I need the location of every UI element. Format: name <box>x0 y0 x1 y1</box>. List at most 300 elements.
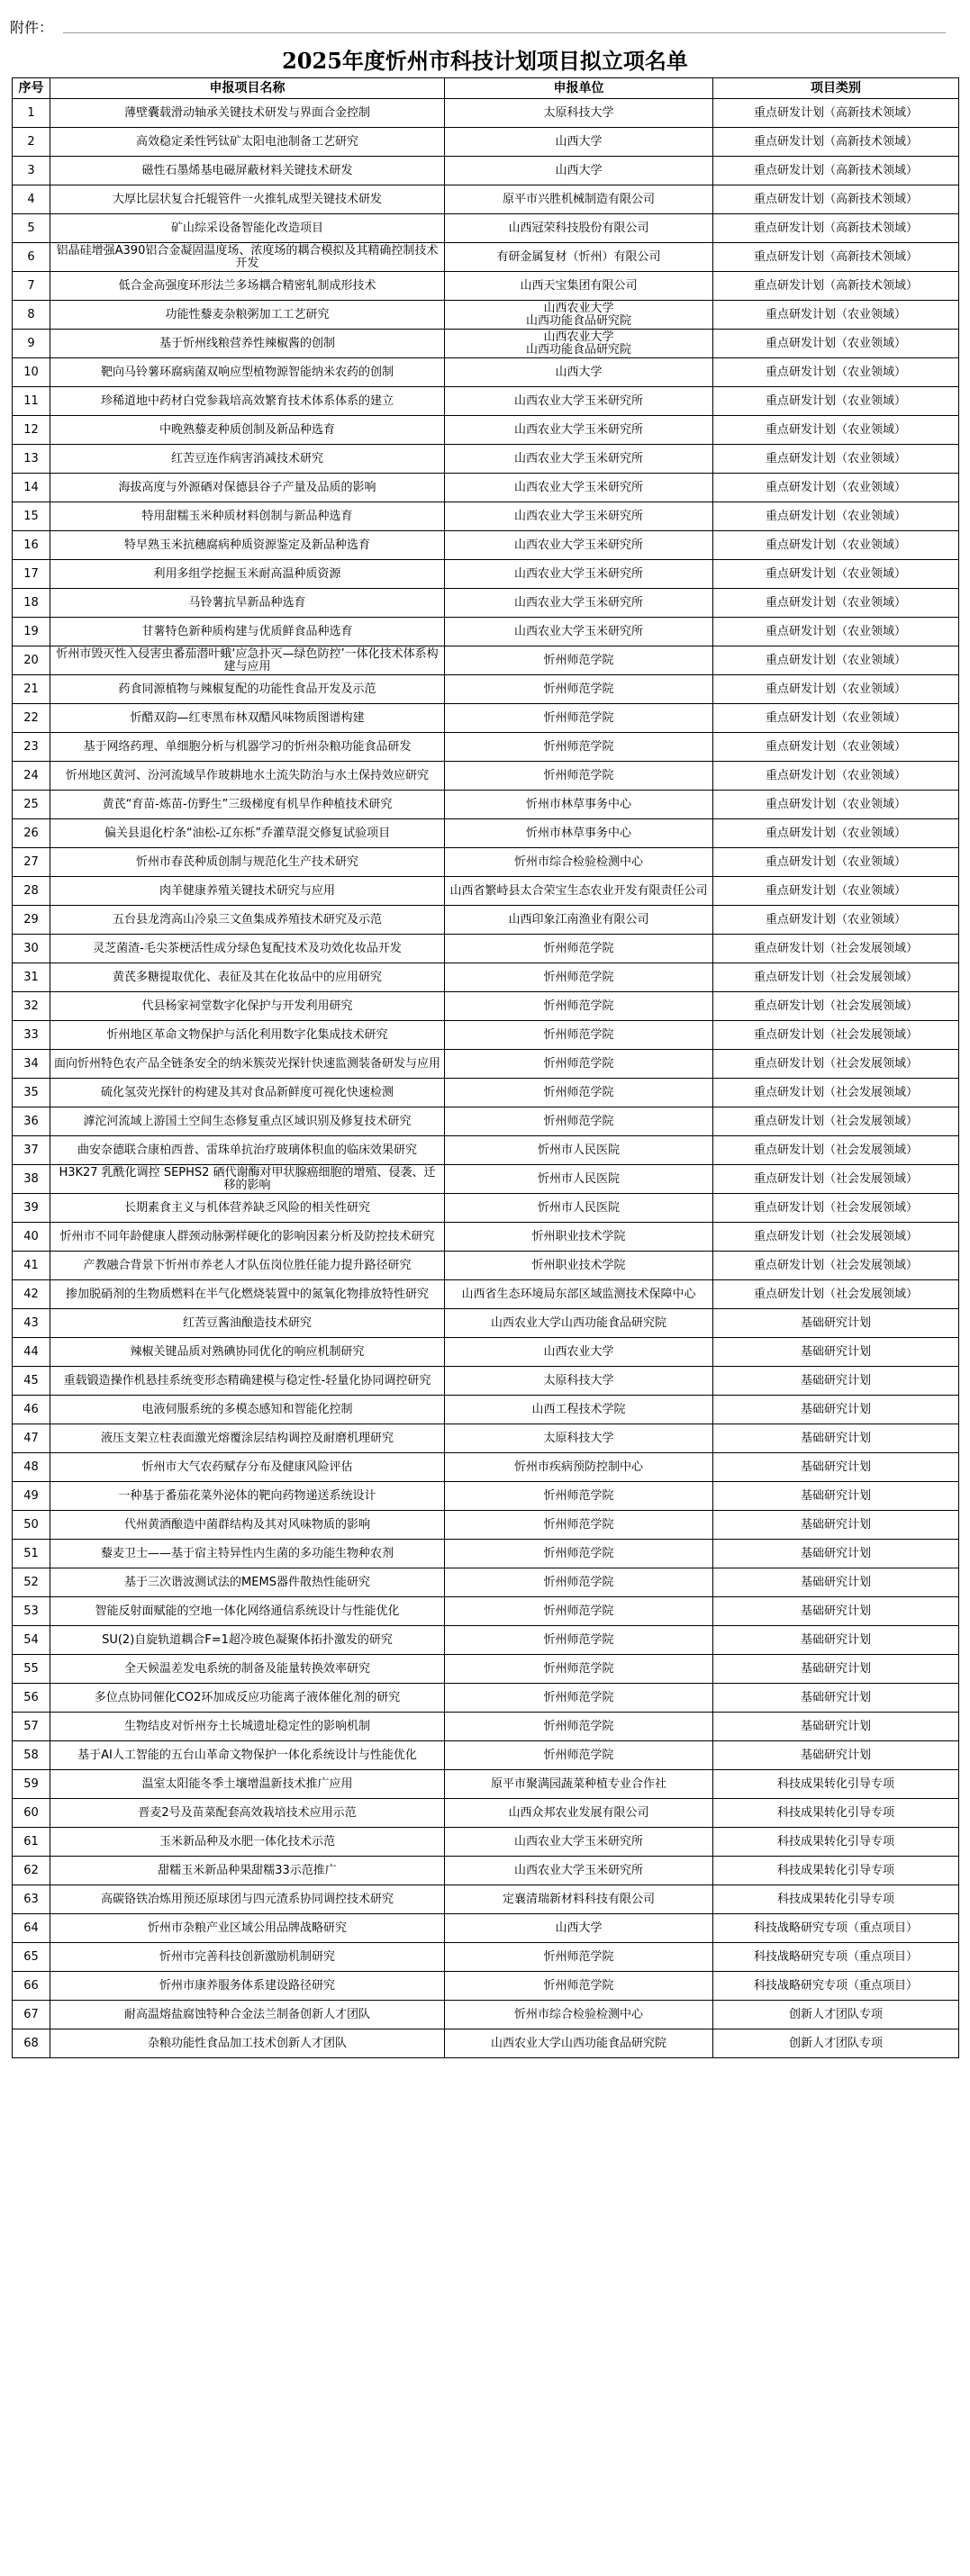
project-name: 多位点协同催化CO2环加成反应功能离子液体催化剂的研究 <box>50 1684 445 1713</box>
project-category: 重点研发计划（农业领域） <box>713 502 959 531</box>
applicant-unit: 原平市聚满园蔬菜种植专业合作社 <box>445 1770 713 1799</box>
row-index: 54 <box>13 1626 50 1655</box>
applicant-unit: 山西农业大学 山西功能食品研究院 <box>445 301 713 330</box>
project-name: 中晚熟藜麦种质创制及新品种选育 <box>50 416 445 445</box>
project-name: 玉米新品种及水肥一体化技术示范 <box>50 1828 445 1857</box>
project-category: 基础研究计划 <box>713 1713 959 1741</box>
project-name: 基于AI人工智能的五台山革命文物保护一体化系统设计与性能优化 <box>50 1741 445 1770</box>
row-index: 61 <box>13 1828 50 1857</box>
table-row <box>13 1597 959 1626</box>
applicant-unit: 山西农业大学玉米研究所 <box>445 387 713 416</box>
row-index: 15 <box>13 502 50 531</box>
project-category: 重点研发计划（农业领域） <box>713 358 959 387</box>
table-row <box>13 935 959 963</box>
attachment-underline <box>63 32 946 33</box>
applicant-unit: 太原科技大学 <box>445 1424 713 1453</box>
row-index: 10 <box>13 358 50 387</box>
row-index: 20 <box>13 646 50 675</box>
applicant-unit: 忻州市综合检验检测中心 <box>445 2001 713 2029</box>
project-name: 矿山综采设备智能化改造项目 <box>50 214 445 243</box>
row-index: 41 <box>13 1252 50 1280</box>
row-index: 17 <box>13 560 50 589</box>
project-name: 基于忻州线粮营养性辣椒酱的创制 <box>50 330 445 358</box>
row-index: 67 <box>13 2001 50 2029</box>
applicant-unit: 山西农业大学玉米研究所 <box>445 445 713 474</box>
project-category: 重点研发计划（社会发展领域） <box>713 1107 959 1136</box>
project-name: 面向忻州特色农产品全链条安全的纳米簇荧光探针快速监测装备研发与应用 <box>50 1050 445 1079</box>
table-row <box>13 791 959 819</box>
project-name: 滹沱河流域上游国土空间生态修复重点区域识别及修复技术研究 <box>50 1107 445 1136</box>
row-index: 44 <box>13 1338 50 1367</box>
row-index: 42 <box>13 1280 50 1309</box>
row-index: 6 <box>13 243 50 272</box>
project-name: 甜糯玉米新品种果甜糯33示范推广 <box>50 1857 445 1885</box>
table-row <box>13 1943 959 1972</box>
table-row <box>13 1424 959 1453</box>
project-name: 产教融合背景下忻州市养老人才队伍岗位胜任能力提升路径研究 <box>50 1252 445 1280</box>
row-index: 3 <box>13 157 50 185</box>
applicant-unit: 忻州市人民医院 <box>445 1136 713 1165</box>
table-row <box>13 502 959 531</box>
applicant-unit: 山西大学 <box>445 157 713 185</box>
project-category: 重点研发计划（社会发展领域） <box>713 1194 959 1223</box>
project-name: 忻州市完善科技创新激励机制研究 <box>50 1943 445 1972</box>
table-row <box>13 2029 959 2058</box>
applicant-unit: 忻州师范学院 <box>445 1568 713 1597</box>
project-name: 药食同源植物与辣椒复配的功能性食品开发及示范 <box>50 675 445 704</box>
applicant-unit: 山西农业大学玉米研究所 <box>445 618 713 646</box>
table-row <box>13 1338 959 1367</box>
table-row <box>13 1684 959 1713</box>
row-index: 22 <box>13 704 50 733</box>
applicant-unit: 忻州师范学院 <box>445 1741 713 1770</box>
row-index: 34 <box>13 1050 50 1079</box>
applicant-unit: 山西大学 <box>445 358 713 387</box>
table-row <box>13 877 959 906</box>
project-table <box>12 77 959 2058</box>
table-row <box>13 1107 959 1136</box>
applicant-unit: 原平市兴胜机械制造有限公司 <box>445 185 713 214</box>
table-row <box>13 733 959 762</box>
project-category: 重点研发计划（高新技术领域） <box>713 157 959 185</box>
applicant-unit: 忻州师范学院 <box>445 1482 713 1511</box>
applicant-unit: 山西农业大学玉米研究所 <box>445 560 713 589</box>
project-name: 磁性石墨烯基电磁屏蔽材料关键技术研发 <box>50 157 445 185</box>
row-index: 8 <box>13 301 50 330</box>
project-name: 基于网络药理、单细胞分析与机器学习的忻州杂粮功能食品研发 <box>50 733 445 762</box>
project-category: 重点研发计划（农业领域） <box>713 791 959 819</box>
project-name: 薄壁囊载滑动轴承关键技术研发与界面合金控制 <box>50 99 445 128</box>
project-name: 甘薯特色新种质构建与优质鲜食品种选育 <box>50 618 445 646</box>
applicant-unit: 忻州师范学院 <box>445 1684 713 1713</box>
applicant-unit: 山西农业大学玉米研究所 <box>445 502 713 531</box>
table-row <box>13 1972 959 2001</box>
project-category: 重点研发计划（农业领域） <box>713 387 959 416</box>
table-row <box>13 1194 959 1223</box>
project-category: 重点研发计划（农业领域） <box>713 877 959 906</box>
project-name: 全天候温差发电系统的制备及能量转换效率研究 <box>50 1655 445 1684</box>
applicant-unit: 忻州师范学院 <box>445 1540 713 1568</box>
project-category: 科技成果转化引导专项 <box>713 1857 959 1885</box>
header-index: 序号 <box>13 78 50 99</box>
table-row <box>13 2001 959 2029</box>
project-category: 基础研究计划 <box>713 1684 959 1713</box>
project-name: 肉羊健康养殖关键技术研究与应用 <box>50 877 445 906</box>
table-row <box>13 589 959 618</box>
table-row <box>13 963 959 992</box>
applicant-unit: 有研金属复材（忻州）有限公司 <box>445 243 713 272</box>
table-row <box>13 992 959 1021</box>
applicant-unit: 山西省生态环境局东部区域监测技术保障中心 <box>445 1280 713 1309</box>
applicant-unit: 忻州师范学院 <box>445 1943 713 1972</box>
row-index: 28 <box>13 877 50 906</box>
row-index: 5 <box>13 214 50 243</box>
applicant-unit: 忻州市林草事务中心 <box>445 791 713 819</box>
applicant-unit: 忻州师范学院 <box>445 1079 713 1107</box>
project-category: 基础研究计划 <box>713 1597 959 1626</box>
project-category: 重点研发计划（农业领域） <box>713 531 959 560</box>
project-category: 基础研究计划 <box>713 1540 959 1568</box>
row-index: 56 <box>13 1684 50 1713</box>
table-row <box>13 1540 959 1568</box>
project-category: 重点研发计划（农业领域） <box>713 704 959 733</box>
project-name: 电液伺服系统的多模态感知和智能化控制 <box>50 1396 445 1424</box>
project-name: 五台县龙湾高山冷泉三文鱼集成养殖技术研究及示范 <box>50 906 445 935</box>
project-category: 基础研究计划 <box>713 1741 959 1770</box>
applicant-unit: 山西天宝集团有限公司 <box>445 272 713 301</box>
project-category: 重点研发计划（社会发展领域） <box>713 1280 959 1309</box>
project-category: 基础研究计划 <box>713 1626 959 1655</box>
project-name: 靶向马铃薯环腐病菌双响应型植物源智能纳米农药的创制 <box>50 358 445 387</box>
project-category: 重点研发计划（社会发展领域） <box>713 1252 959 1280</box>
row-index: 29 <box>13 906 50 935</box>
applicant-unit: 忻州师范学院 <box>445 1597 713 1626</box>
applicant-unit: 山西印象江南渔业有限公司 <box>445 906 713 935</box>
row-index: 7 <box>13 272 50 301</box>
applicant-unit: 忻州师范学院 <box>445 1972 713 2001</box>
table-row <box>13 1857 959 1885</box>
project-category: 重点研发计划（农业领域） <box>713 646 959 675</box>
row-index: 33 <box>13 1021 50 1050</box>
project-name: 长期素食主义与机体营养缺乏风险的相关性研究 <box>50 1194 445 1223</box>
project-name: 辣椒关键品质对熟碘协同优化的响应机制研究 <box>50 1338 445 1367</box>
applicant-unit: 忻州师范学院 <box>445 935 713 963</box>
applicant-unit: 忻州师范学院 <box>445 1107 713 1136</box>
project-name: 忻州市毁灭性入侵害虫番茄潜叶蛾‘应急扑灭—绿色防控’一体化技术体系构建与应用 <box>50 646 445 675</box>
project-name: 耐高温熔盐腐蚀特种合金法兰制备创新人才团队 <box>50 2001 445 2029</box>
project-name: 海拔高度与外源硒对保德县谷子产量及品质的影响 <box>50 474 445 502</box>
table-row <box>13 1367 959 1396</box>
table-row <box>13 618 959 646</box>
row-index: 63 <box>13 1885 50 1914</box>
table-row <box>13 762 959 791</box>
applicant-unit: 忻州师范学院 <box>445 1050 713 1079</box>
project-name: 忻州地区革命文物保护与活化利用数字化集成技术研究 <box>50 1021 445 1050</box>
project-category: 重点研发计划（农业领域） <box>713 445 959 474</box>
table-row <box>13 646 959 675</box>
table-row <box>13 99 959 128</box>
table-row <box>13 1828 959 1857</box>
project-category: 重点研发计划（农业领域） <box>713 762 959 791</box>
table-row <box>13 272 959 301</box>
table-row <box>13 819 959 848</box>
row-index: 68 <box>13 2029 50 2058</box>
row-index: 53 <box>13 1597 50 1626</box>
row-index: 35 <box>13 1079 50 1107</box>
project-category: 基础研究计划 <box>713 1367 959 1396</box>
row-index: 45 <box>13 1367 50 1396</box>
table-row <box>13 301 959 330</box>
row-index: 47 <box>13 1424 50 1453</box>
table-row <box>13 1136 959 1165</box>
table-row <box>13 1482 959 1511</box>
table-row <box>13 1655 959 1684</box>
table-row <box>13 1799 959 1828</box>
row-index: 12 <box>13 416 50 445</box>
project-name: 硫化氢荧光探针的构建及其对食品新鲜度可视化快速检测 <box>50 1079 445 1107</box>
table-row <box>13 1770 959 1799</box>
row-index: 26 <box>13 819 50 848</box>
applicant-unit: 山西工程技术学院 <box>445 1396 713 1424</box>
table-row <box>13 1511 959 1540</box>
project-category: 基础研究计划 <box>713 1482 959 1511</box>
project-category: 重点研发计划（高新技术领域） <box>713 128 959 157</box>
project-category: 基础研究计划 <box>713 1511 959 1540</box>
row-index: 60 <box>13 1799 50 1828</box>
project-category: 科技战略研究专项（重点项目） <box>713 1972 959 2001</box>
project-category: 基础研究计划 <box>713 1453 959 1482</box>
table-row <box>13 1079 959 1107</box>
project-category: 重点研发计划（农业领域） <box>713 848 959 877</box>
table-row <box>13 1568 959 1597</box>
applicant-unit: 忻州师范学院 <box>445 675 713 704</box>
table-row <box>13 128 959 157</box>
project-name: 杂粮功能性食品加工技术创新人才团队 <box>50 2029 445 2058</box>
table-row <box>13 445 959 474</box>
applicant-unit: 山西农业大学玉米研究所 <box>445 1828 713 1857</box>
attachment-label: 附件： <box>10 19 54 36</box>
project-category: 基础研究计划 <box>713 1424 959 1453</box>
applicant-unit: 山西农业大学 <box>445 1338 713 1367</box>
row-index: 40 <box>13 1223 50 1252</box>
table-row <box>13 1309 959 1338</box>
project-name: 掺加脱硝剂的生物质燃料在半气化燃烧装置中的氮氧化物排放特性研究 <box>50 1280 445 1309</box>
applicant-unit: 山西众邦农业发展有限公司 <box>445 1799 713 1828</box>
row-index: 52 <box>13 1568 50 1597</box>
table-row <box>13 1396 959 1424</box>
project-category: 重点研发计划（社会发展领域） <box>713 1223 959 1252</box>
project-name: 高碳铬铁冶炼用预还原球团与四元渣系协同调控技术研究 <box>50 1885 445 1914</box>
project-category: 重点研发计划（社会发展领域） <box>713 1136 959 1165</box>
applicant-unit: 忻州师范学院 <box>445 704 713 733</box>
project-name: 大厚比层状复合托辊管件一火推轧成型关键技术研发 <box>50 185 445 214</box>
table-row <box>13 1914 959 1943</box>
project-name: 特用甜糯玉米种质材料创制与新品种选育 <box>50 502 445 531</box>
project-name: 忻醋双韵—红枣黑布林双醋风味物质图谱构建 <box>50 704 445 733</box>
project-name: 偏关县退化柠条“油松-辽东栎”乔灌草混交修复试验项目 <box>50 819 445 848</box>
project-name: 忻州市康养服务体系建设路径研究 <box>50 1972 445 2001</box>
project-category: 基础研究计划 <box>713 1568 959 1597</box>
project-category: 科技成果转化引导专项 <box>713 1885 959 1914</box>
project-category: 科技成果转化引导专项 <box>713 1799 959 1828</box>
row-index: 1 <box>13 99 50 128</box>
table-row <box>13 474 959 502</box>
project-category: 重点研发计划（农业领域） <box>713 675 959 704</box>
applicant-unit: 忻州职业技术学院 <box>445 1223 713 1252</box>
applicant-unit: 定襄清瑞新材料科技有限公司 <box>445 1885 713 1914</box>
project-category: 重点研发计划（农业领域） <box>713 618 959 646</box>
row-index: 36 <box>13 1107 50 1136</box>
table-row <box>13 243 959 272</box>
table-row <box>13 1626 959 1655</box>
applicant-unit: 忻州市人民医院 <box>445 1194 713 1223</box>
table-row <box>13 560 959 589</box>
row-index: 59 <box>13 1770 50 1799</box>
applicant-unit: 山西农业大学玉米研究所 <box>445 416 713 445</box>
project-category: 重点研发计划（社会发展领域） <box>713 1021 959 1050</box>
applicant-unit: 忻州师范学院 <box>445 1511 713 1540</box>
table-row <box>13 185 959 214</box>
row-index: 38 <box>13 1165 50 1194</box>
table-row <box>13 330 959 358</box>
project-category: 重点研发计划（农业领域） <box>713 330 959 358</box>
row-index: 58 <box>13 1741 50 1770</box>
project-category: 重点研发计划（农业领域） <box>713 819 959 848</box>
project-name: 智能反射面赋能的空地一体化网络通信系统设计与性能优化 <box>50 1597 445 1626</box>
project-category: 重点研发计划（农业领域） <box>713 733 959 762</box>
table-row <box>13 1741 959 1770</box>
header-project-name: 申报项目名称 <box>50 78 445 99</box>
project-category: 重点研发计划（社会发展领域） <box>713 1165 959 1194</box>
project-category: 重点研发计划（高新技术领域） <box>713 185 959 214</box>
row-index: 31 <box>13 963 50 992</box>
table-row <box>13 1165 959 1194</box>
applicant-unit: 忻州师范学院 <box>445 1626 713 1655</box>
applicant-unit: 忻州师范学院 <box>445 1713 713 1741</box>
table-row <box>13 1280 959 1309</box>
table-row <box>13 157 959 185</box>
project-category: 重点研发计划（高新技术领域） <box>713 272 959 301</box>
project-category: 重点研发计划（社会发展领域） <box>713 992 959 1021</box>
table-row <box>13 848 959 877</box>
header-category: 项目类别 <box>713 78 959 99</box>
project-category: 重点研发计划（社会发展领域） <box>713 1079 959 1107</box>
row-index: 9 <box>13 330 50 358</box>
row-index: 23 <box>13 733 50 762</box>
applicant-unit: 山西农业大学玉米研究所 <box>445 589 713 618</box>
row-index: 39 <box>13 1194 50 1223</box>
applicant-unit: 忻州师范学院 <box>445 762 713 791</box>
project-name: 特早熟玉米抗穗腐病种质资源鉴定及新品种选育 <box>50 531 445 560</box>
applicant-unit: 忻州市疾病预防控制中心 <box>445 1453 713 1482</box>
row-index: 25 <box>13 791 50 819</box>
project-name: 红苦豆酱油酿造技术研究 <box>50 1309 445 1338</box>
applicant-unit: 山西大学 <box>445 128 713 157</box>
applicant-unit: 忻州市综合检验检测中心 <box>445 848 713 877</box>
row-index: 43 <box>13 1309 50 1338</box>
row-index: 64 <box>13 1914 50 1943</box>
applicant-unit: 忻州师范学院 <box>445 1021 713 1050</box>
row-index: 19 <box>13 618 50 646</box>
table-row <box>13 531 959 560</box>
row-index: 48 <box>13 1453 50 1482</box>
project-category: 创新人才团队专项 <box>713 2029 959 2058</box>
row-index: 13 <box>13 445 50 474</box>
project-name: H3K27 乳酰化调控 SEPHS2 硒代谢酶对甲状腺癌细胞的增殖、侵袭、迁移的影响 <box>50 1165 445 1194</box>
row-index: 66 <box>13 1972 50 2001</box>
project-category: 重点研发计划（农业领域） <box>713 906 959 935</box>
project-name: 重载锻造操作机悬挂系统变形态精确建模与稳定性-轻量化协同调控研究 <box>50 1367 445 1396</box>
row-index: 14 <box>13 474 50 502</box>
applicant-unit: 忻州师范学院 <box>445 733 713 762</box>
table-header-row <box>13 78 959 99</box>
row-index: 62 <box>13 1857 50 1885</box>
table-row <box>13 1021 959 1050</box>
applicant-unit: 太原科技大学 <box>445 99 713 128</box>
project-category: 重点研发计划（农业领域） <box>713 301 959 330</box>
row-index: 49 <box>13 1482 50 1511</box>
row-index: 16 <box>13 531 50 560</box>
row-index: 51 <box>13 1540 50 1568</box>
applicant-unit: 忻州市林草事务中心 <box>445 819 713 848</box>
project-name: 温室太阳能冬季土壤增温新技术推广应用 <box>50 1770 445 1799</box>
project-name: 晋麦2号及苗菜配套高效栽培技术应用示范 <box>50 1799 445 1828</box>
table-row <box>13 1223 959 1252</box>
applicant-unit: 忻州师范学院 <box>445 992 713 1021</box>
applicant-unit: 山西冠荣科技股份有限公司 <box>445 214 713 243</box>
project-category: 重点研发计划（高新技术领域） <box>713 214 959 243</box>
row-index: 27 <box>13 848 50 877</box>
project-name: 红苦豆连作病害消减技术研究 <box>50 445 445 474</box>
applicant-unit: 山西省繁峙县太合荣宝生态农业开发有限责任公司 <box>445 877 713 906</box>
project-category: 重点研发计划（农业领域） <box>713 589 959 618</box>
table-body <box>13 99 959 2058</box>
project-name: 藜麦卫士——基于宿主特异性内生菌的多功能生物种农剂 <box>50 1540 445 1568</box>
document-title: 2025年度忻州市科技计划项目拟立项名单 <box>282 48 688 74</box>
project-name: 黄芪多糖提取优化、表征及其在化妆品中的应用研究 <box>50 963 445 992</box>
applicant-unit: 忻州职业技术学院 <box>445 1252 713 1280</box>
project-name: 珍稀道地中药材白党参栽培高效繁育技术体系体系的建立 <box>50 387 445 416</box>
project-name: 功能性藜麦杂粮粥加工工艺研究 <box>50 301 445 330</box>
applicant-unit: 山西农业大学玉米研究所 <box>445 531 713 560</box>
project-name: 基于三次谐波测试法的MEMS器件散热性能研究 <box>50 1568 445 1597</box>
table-row <box>13 358 959 387</box>
table-row <box>13 1453 959 1482</box>
header-applicant: 申报单位 <box>445 78 713 99</box>
project-category: 基础研究计划 <box>713 1655 959 1684</box>
project-category: 科技成果转化引导专项 <box>713 1770 959 1799</box>
row-index: 4 <box>13 185 50 214</box>
project-category: 基础研究计划 <box>713 1338 959 1367</box>
project-category: 科技战略研究专项（重点项目） <box>713 1914 959 1943</box>
project-name: 铝晶硅增强A390铝合金凝固温度场、浓度场的耦合模拟及其精确控制技术开发 <box>50 243 445 272</box>
row-index: 46 <box>13 1396 50 1424</box>
row-index: 65 <box>13 1943 50 1972</box>
project-category: 重点研发计划（社会发展领域） <box>713 963 959 992</box>
project-name: SU(2)自旋轨道耦合F=1超冷玻色凝聚体拓扑激发的研究 <box>50 1626 445 1655</box>
row-index: 11 <box>13 387 50 416</box>
project-category: 基础研究计划 <box>713 1309 959 1338</box>
applicant-unit: 太原科技大学 <box>445 1367 713 1396</box>
project-name: 代县杨家祠堂数字化保护与开发利用研究 <box>50 992 445 1021</box>
project-name: 忻州市大气农药赋存分布及健康风险评估 <box>50 1453 445 1482</box>
row-index: 32 <box>13 992 50 1021</box>
applicant-unit: 忻州市人民医院 <box>445 1165 713 1194</box>
project-name: 马铃薯抗旱新品种选育 <box>50 589 445 618</box>
project-name: 代州黄酒酿造中菌群结构及其对风味物质的影响 <box>50 1511 445 1540</box>
project-category: 科技成果转化引导专项 <box>713 1828 959 1857</box>
project-category: 创新人才团队专项 <box>713 2001 959 2029</box>
